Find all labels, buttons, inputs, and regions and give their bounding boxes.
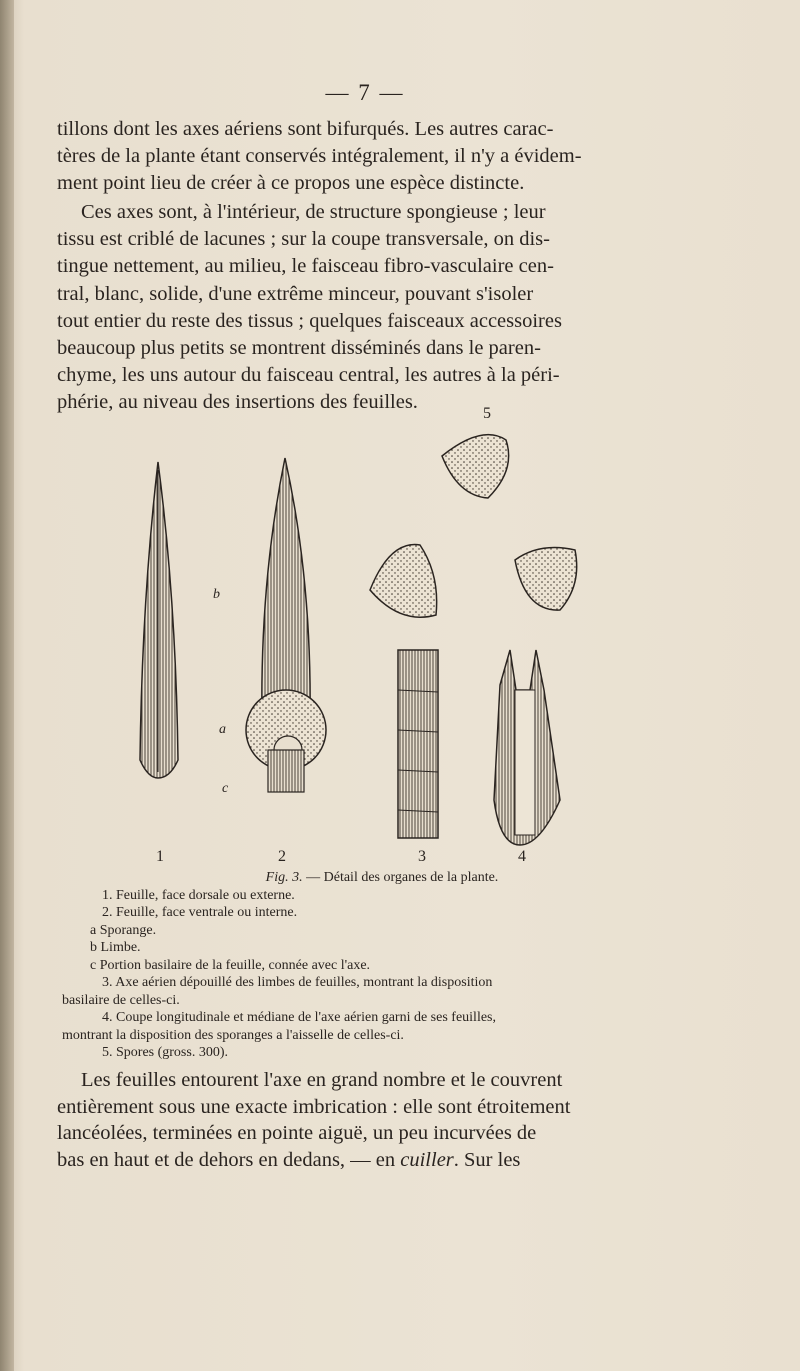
caption-item: montrant la disposition des sporanges a l'aisselle de celles-ci. xyxy=(62,1027,404,1043)
text-line-tail: . Sur les xyxy=(453,1148,521,1171)
text-line: tral, blanc, solide, d'une extrême minceur, pouvant s'isoler xyxy=(57,282,534,305)
caption-fig-label: Fig. 3. xyxy=(265,870,303,885)
caption-item: 5. Spores (gross. 300). xyxy=(102,1045,228,1060)
fig-1-leaf-dorsal xyxy=(140,462,178,778)
caption-item: basilaire de celles-ci. xyxy=(62,992,180,1008)
caption-item: b Limbe. xyxy=(90,940,141,955)
figure-3-illustration xyxy=(120,400,600,880)
text-line: tillons dont les axes aériens sont bifurqués. Les autres carac- xyxy=(57,118,554,140)
caption-item: 3. Axe aérien dépouillé des limbes de feuilles, montrant la disposition xyxy=(102,975,493,990)
text-line: Ces axes sont, à l'intérieur, de structure spongieuse ; leur xyxy=(81,201,546,223)
text-line: chyme, les uns autour du faisceau central, les autres à la péri- xyxy=(57,364,560,387)
fig-3-aerial-axis xyxy=(398,650,438,838)
paragraph-2 xyxy=(57,199,653,417)
page-number: — 7 — xyxy=(325,80,405,105)
paragraph-3 xyxy=(57,1067,653,1173)
caption-item: 1. Feuille, face dorsale ou externe. xyxy=(102,887,295,903)
text-line: tingue nettement, au milieu, le faisceau fibro-vasculaire cen- xyxy=(57,255,554,278)
text-line: entièrement sous une exacte imbrication : elle sont étroitement xyxy=(57,1095,571,1118)
text-line: Les feuilles entourent l'axe en grand nombre et le couvrent xyxy=(81,1069,563,1091)
text-line-start: bas en haut et de dehors en dedans, — en xyxy=(57,1148,396,1171)
italic-word: cuiller xyxy=(400,1148,454,1171)
caption-title xyxy=(62,869,662,887)
text-line: beaucoup plus petits se montrent disséminés dans le paren- xyxy=(57,337,541,360)
text-line: phérie, au niveau des insertions des feuilles. xyxy=(57,391,418,414)
text-line: tères de la plante étant conservés intégralement, il n'y a évidem- xyxy=(57,145,582,168)
label-b: b xyxy=(213,587,220,602)
label-a: a xyxy=(219,722,226,737)
caption-item: 2. Feuille, face ventrale ou interne. xyxy=(102,905,298,920)
caption-item: a Sporange. xyxy=(90,922,157,938)
figure-number-3: 3 xyxy=(418,848,426,865)
label-c: c xyxy=(222,781,229,796)
text-line: tout entier du reste des tissus ; quelques faisceaux accessoires xyxy=(57,309,562,332)
caption-item: 4. Coupe longitudinale et médiane de l'axe aérien garni de ses feuilles, xyxy=(102,1010,496,1025)
figure-number-5: 5 xyxy=(483,405,491,422)
book-spine xyxy=(0,0,14,1371)
figure-number-2: 2 xyxy=(278,848,286,865)
caption-title-text: — Détail des organes de la plante. xyxy=(302,870,499,885)
text-line xyxy=(57,1147,653,1174)
figure-number-4: 4 xyxy=(518,848,526,865)
caption-item: c Portion basilaire de la feuille, connée avec l'axe. xyxy=(90,957,371,973)
fig-4-longitudinal-section xyxy=(494,650,560,845)
text-line: tissu est criblé de lacunes ; sur la coupe transversale, on dis- xyxy=(57,228,550,251)
figure-number-1: 1 xyxy=(156,848,164,865)
figure-caption xyxy=(62,869,662,1062)
fig-5-spores xyxy=(370,435,577,618)
text-line: lancéolées, terminées en pointe aiguë, un peu incurvées de xyxy=(57,1122,537,1144)
paragraph-1 xyxy=(57,116,653,198)
text-line: ment point lieu de créer à ce propos une espèce distincte. xyxy=(57,172,525,195)
fig-2-leaf-ventral xyxy=(246,458,326,792)
